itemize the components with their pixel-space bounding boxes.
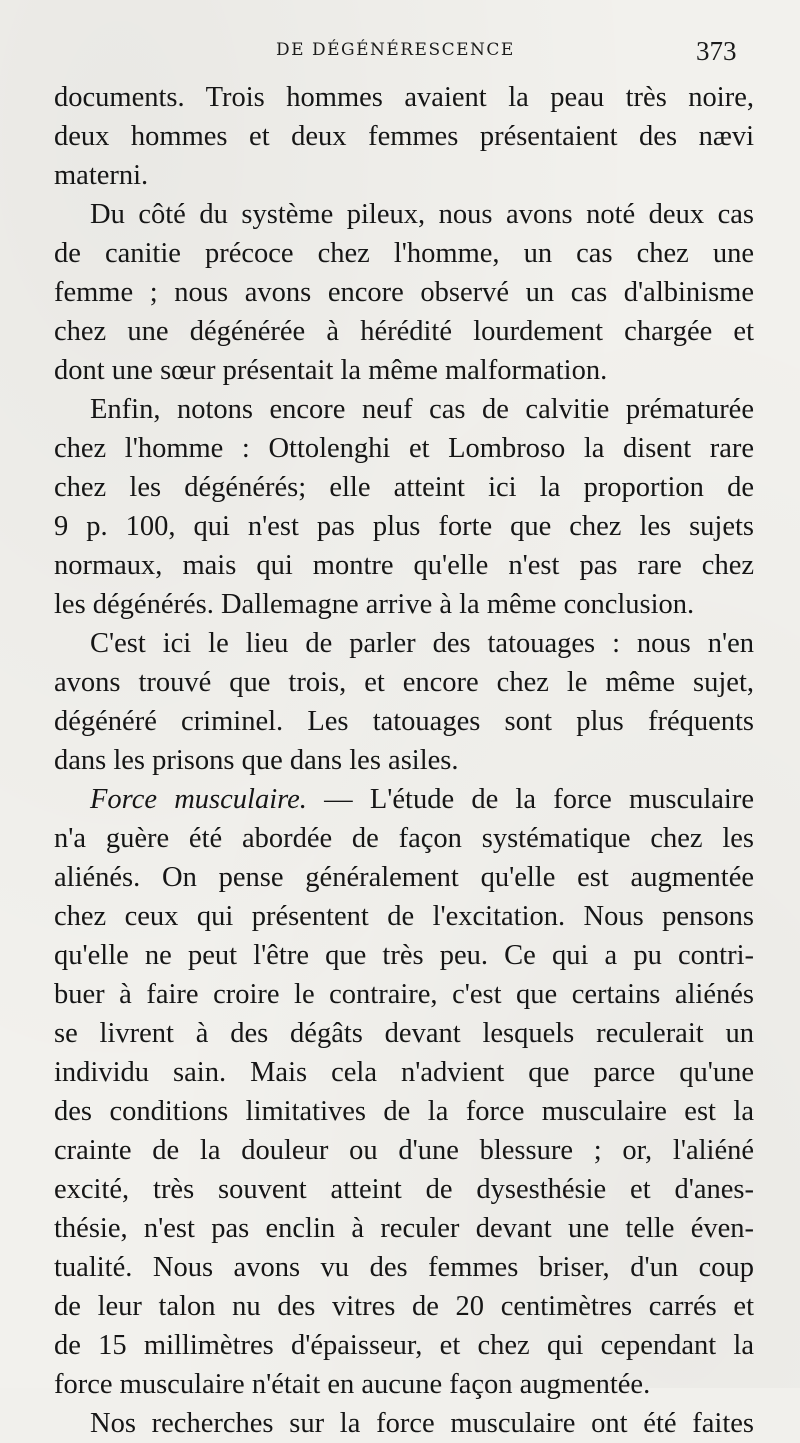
text-line: tualité. Nous avons vu des femmes briser, d'un coup bbox=[54, 1252, 754, 1283]
text-line: buer à faire croire le contraire, c'est que certains aliénés bbox=[54, 979, 754, 1010]
text-line: Nos recherches sur la force musculaire ont été faites bbox=[90, 1408, 754, 1439]
text-line: femme ; nous avons encore observé un cas d'albinisme bbox=[54, 277, 754, 308]
text-line: de leur talon nu des vitres de 20 centimètres carrés et bbox=[54, 1291, 754, 1322]
text-line: aliénés. On pense généralement qu'elle est augmentée bbox=[54, 862, 754, 893]
text-line: 9 p. 100, qui n'est pas plus forte que chez les sujets bbox=[54, 511, 754, 542]
text-line bbox=[54, 780, 754, 819]
section-heading-italic: Force musculaire. bbox=[90, 784, 307, 815]
text-line: chez une dégénérée à hérédité lourdement chargée et bbox=[54, 316, 754, 347]
text-line-content: — L'étude de la force musculaire bbox=[306, 784, 754, 815]
text-line: chez les dégénérés; elle atteint ici la proportion de bbox=[54, 472, 754, 503]
text-line: Enfin, notons encore neuf cas de calvitie prématurée bbox=[90, 394, 754, 425]
text-line: documents. Trois hommes avaient la peau très noire, bbox=[54, 82, 754, 113]
text-line: de 15 millimètres d'épaisseur, et chez qui cependant la bbox=[54, 1330, 754, 1361]
text-line: thésie, n'est pas enclin à reculer devant une telle éven- bbox=[54, 1213, 754, 1244]
text-line: chez ceux qui présentent de l'excitation. Nous pensons bbox=[54, 901, 754, 932]
text-line: chez l'homme : Ottolenghi et Lombroso la disent rare bbox=[54, 433, 754, 464]
text-line: dans les prisons que dans les asiles. bbox=[54, 745, 459, 776]
text-line: deux hommes et deux femmes présentaient des nævi bbox=[54, 121, 754, 152]
text-line: dégénéré criminel. Les tatouages sont plus fréquents bbox=[54, 706, 754, 737]
text-line: des conditions limitatives de la force musculaire est la bbox=[54, 1096, 754, 1127]
body-text bbox=[54, 78, 754, 1443]
text-line: de canitie précoce chez l'homme, un cas chez une bbox=[54, 238, 754, 269]
text-line: les dégénérés. Dallemagne arrive à la même conclusion. bbox=[54, 589, 695, 620]
text-line: avons trouvé que trois, et encore chez le même sujet, bbox=[54, 667, 754, 698]
page-number: 373 bbox=[696, 36, 737, 66]
text-line: C'est ici le lieu de parler des tatouages : nous n'en bbox=[90, 628, 754, 659]
text-line: n'a guère été abordée de façon systématique chez les bbox=[54, 823, 754, 854]
text-line: dont une sœur présentait la même malformation. bbox=[54, 355, 608, 386]
running-head bbox=[0, 38, 800, 66]
text-line: materni. bbox=[54, 160, 149, 191]
text-line: excité, très souvent atteint de dysesthésie et d'anes- bbox=[54, 1174, 754, 1205]
text-line: force musculaire n'était en aucune façon augmentée. bbox=[54, 1369, 651, 1400]
text-line: qu'elle ne peut l'être que très peu. Ce qui a pu contri- bbox=[54, 940, 754, 971]
text-line: individu sain. Mais cela n'advient que parce qu'une bbox=[54, 1057, 754, 1088]
running-title: DE DÉGÉNÉRESCENCE bbox=[276, 40, 515, 60]
text-line: Du côté du système pileux, nous avons noté deux cas bbox=[90, 199, 754, 230]
text-line: se livrent à des dégâts devant lesquels reculerait un bbox=[54, 1018, 754, 1049]
text-line: normaux, mais qui montre qu'elle n'est pas rare chez bbox=[54, 550, 754, 581]
text-line: crainte de la douleur ou d'une blessure ; or, l'aliéné bbox=[54, 1135, 754, 1166]
